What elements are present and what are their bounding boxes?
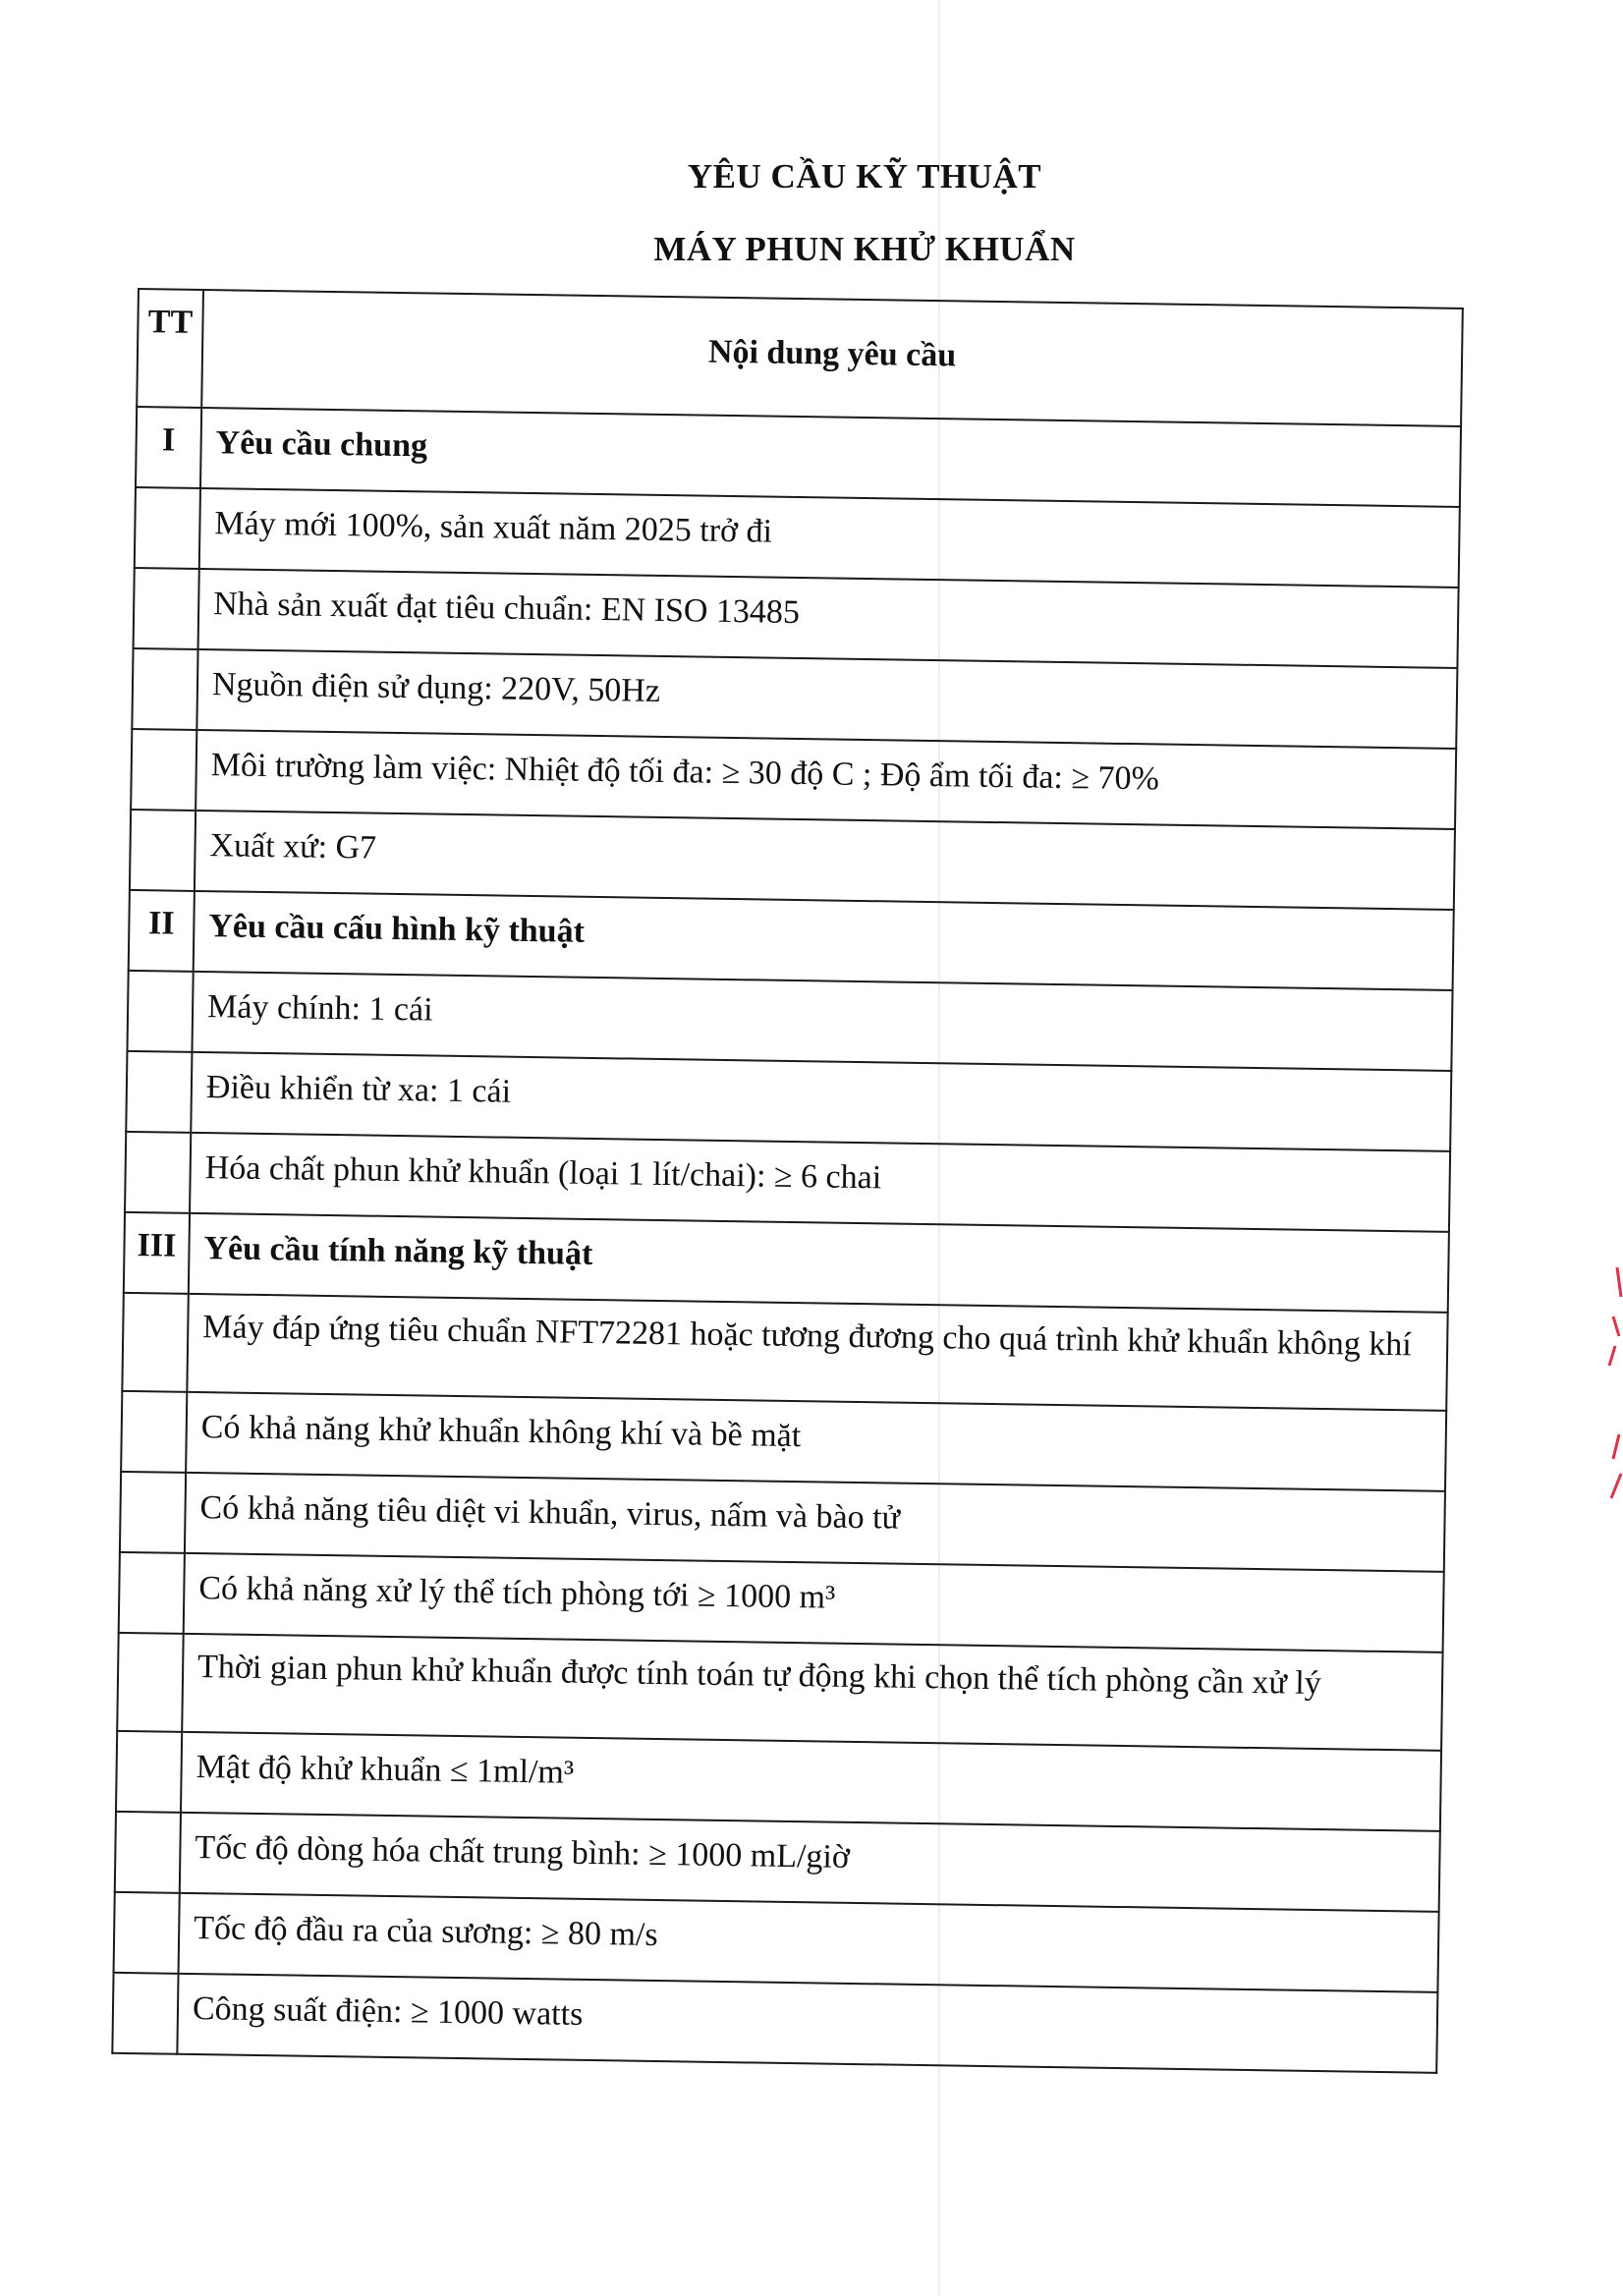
- section-title: Yêu cầu cấu hình kỹ thuật: [194, 891, 1454, 990]
- requirement-text: Xuất xứ: G7: [195, 811, 1455, 910]
- row-number: [132, 648, 197, 730]
- row-number: [121, 1391, 187, 1473]
- requirement-text: Nhà sản xuất đạt tiêu chuẩn: EN ISO 13485: [198, 569, 1459, 668]
- requirements-table: [111, 288, 1464, 2074]
- row-number: [125, 1132, 191, 1213]
- row-number: [117, 1633, 183, 1732]
- header-content: Nội dung yêu cầu: [201, 290, 1463, 426]
- row-number: [134, 568, 199, 649]
- requirement-text: Có khả năng tiêu diệt vi khuẩn, virus, nấm và bào tử: [185, 1473, 1445, 1572]
- row-number: [114, 1892, 180, 1974]
- header-tt: TT: [137, 289, 203, 408]
- row-number: [127, 971, 193, 1052]
- requirement-text: Mật độ khử khuẩn ≤ 1ml/m³: [181, 1732, 1441, 1831]
- requirement-text: Máy đáp ứng tiêu chuẩn NFT72281 hoặc tương đương cho quá trình khử khuẩn không khí: [187, 1294, 1447, 1411]
- requirement-text: Công suất điện: ≥ 1000 watts: [177, 1974, 1437, 2073]
- row-number: [112, 1973, 178, 2054]
- row-number: [131, 729, 196, 811]
- requirement-text: Hóa chất phun khử khuẩn (loại 1 lít/chai): ≥ 6 chai: [190, 1133, 1450, 1232]
- requirement-text: Nguồn điện sử dụng: 220V, 50Hz: [196, 649, 1457, 749]
- row-number: [126, 1051, 192, 1133]
- requirement-text: Có khả năng xử lý thể tích phòng tới ≥ 1000 m³: [184, 1553, 1444, 1652]
- row-number: [116, 1731, 182, 1813]
- requirement-text: Máy mới 100%, sản xuất năm 2025 trở đi: [199, 488, 1460, 588]
- table-header-row: [137, 289, 1463, 426]
- row-number: [130, 810, 196, 891]
- section-title: Yêu cầu chung: [200, 408, 1461, 507]
- requirement-text: Máy chính: 1 cái: [192, 972, 1452, 1071]
- row-number: [122, 1293, 188, 1392]
- row-number: III: [124, 1212, 190, 1294]
- red-stamp-fragment: [1603, 1258, 1623, 1513]
- row-number: [135, 487, 200, 569]
- row-number: [120, 1472, 186, 1553]
- document-title: YÊU CẦU KỸ THUẬT: [687, 157, 1042, 196]
- row-number: II: [129, 890, 195, 972]
- row-number: [115, 1812, 181, 1893]
- requirement-text: Điều khiển từ xa: 1 cái: [191, 1052, 1451, 1151]
- requirement-text: Tốc độ dòng hóa chất trung bình: ≥ 1000 mL/giờ: [180, 1813, 1440, 1912]
- requirement-text: Thời gian phun khử khuẩn được tính toán tự động khi chọn thể tích phòng cần xử lý: [182, 1634, 1442, 1751]
- table-row: [122, 1293, 1447, 1411]
- requirement-text: Có khả năng khử khuẩn không khí và bề mặt: [186, 1392, 1446, 1491]
- table-row: [117, 1633, 1442, 1751]
- requirement-text: Tốc độ đầu ra của sương: ≥ 80 m/s: [179, 1893, 1439, 1992]
- section-title: Yêu cầu tính năng kỹ thuật: [189, 1213, 1449, 1313]
- requirement-text: Môi trường làm việc: Nhiệt độ tối đa: ≥ 30 độ C ; Độ ẩm tối đa: ≥ 70%: [196, 730, 1456, 829]
- row-number: [119, 1552, 185, 1634]
- row-number: I: [136, 407, 201, 488]
- document-subtitle: MÁY PHUN KHỬ KHUẨN: [653, 230, 1076, 268]
